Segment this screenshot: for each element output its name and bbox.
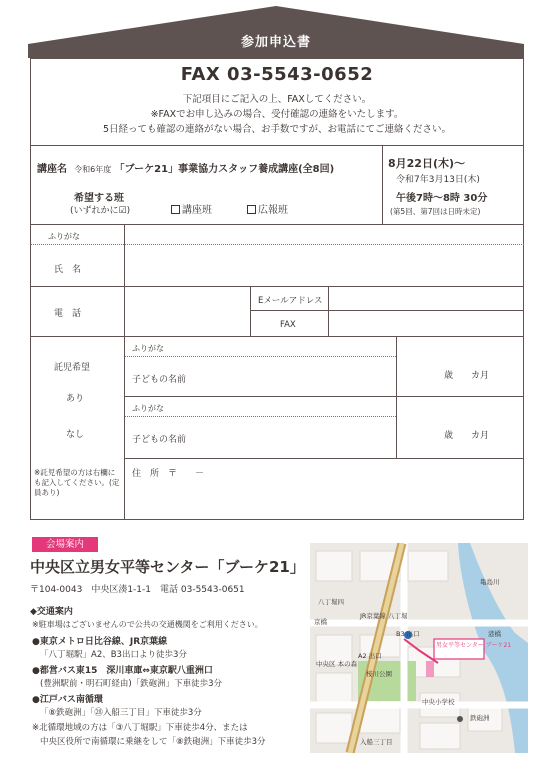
- map-moto-fire: 中央区 本の森: [316, 660, 358, 668]
- loop-title: ●江戸バス南循環: [32, 695, 103, 705]
- map-sakura: 桜川公園: [366, 670, 392, 678]
- childcare-label: 託児希望: [54, 363, 91, 373]
- fax-label: FAX: [280, 320, 296, 330]
- child2-age: 歳 カ月: [444, 431, 490, 441]
- name-field[interactable]: [126, 246, 522, 284]
- checkbox-icon[interactable]: [247, 205, 256, 214]
- preferred-label: 希望する班: [74, 193, 124, 204]
- map-teppozu: 鉄砲洲: [470, 714, 490, 722]
- course-year: 令和6年度: [74, 165, 112, 174]
- bus-detail: (豊洲駅前・明石町経由)「鉄砲洲」下車徒歩3分: [40, 679, 223, 689]
- child1-furigana: ふりがな: [132, 344, 164, 353]
- loop-detail: 「⑧鉄砲洲」「㉘入船三丁目」下車徒歩3分: [40, 708, 202, 718]
- north-note: ※北循環地域の方は「③八丁堀駅」下車徒歩4分、または: [32, 723, 248, 733]
- note-2: ※FAXでお申し込みの場合、受付確認の連絡をいたします。: [150, 109, 404, 120]
- furigana-label: ふりがな: [48, 232, 80, 241]
- venue-address: 〒104-0043 中央区湊1-1-1 電話 03-5543-0651: [30, 585, 245, 595]
- childcare-no[interactable]: なし: [66, 430, 85, 440]
- phone-label: 電 話: [54, 309, 82, 319]
- metro-title: ●東京メトロ日比谷線、JR京葉線: [32, 637, 168, 647]
- preferred-hint: (いずれかに☑): [70, 206, 131, 216]
- venue-name: 中央区立男女平等センター「ブーケ21」: [30, 558, 305, 576]
- phone-field[interactable]: [126, 288, 248, 334]
- map-kyobashi: 京橋: [314, 618, 327, 626]
- time: 午後7時〜8時 30分: [396, 193, 488, 204]
- map-center-label: 男女平等センター ブーケ21: [436, 642, 512, 649]
- name-label: 氏 名: [54, 265, 82, 275]
- note-1: 下記項目にご記入の上、FAXしてください。: [182, 94, 372, 105]
- map-b3: B3 出口: [396, 630, 420, 638]
- child1-age: 歳 カ月: [444, 371, 490, 381]
- venue-badge: 会場案内: [32, 537, 98, 552]
- metro-detail: 「八丁堀駅」A2、B3出口より徒歩3分: [40, 650, 187, 660]
- date-note: (第5回、第7回は日時未定): [390, 207, 481, 216]
- email-field[interactable]: [330, 288, 522, 308]
- map-school: 中央小学校: [422, 698, 455, 706]
- map-a2: A2 出口: [358, 652, 382, 660]
- course-name: 「ブーケ21」事業協力スタッフ養成講座(全8回): [114, 164, 335, 175]
- email-label: Eメールアドレス: [258, 296, 323, 306]
- access-map: [310, 543, 528, 753]
- map-minato: 港橋: [488, 630, 501, 638]
- form-title: 参加申込書: [240, 35, 311, 50]
- address-label: 住 所 〒 －: [132, 469, 205, 479]
- access-note: ※駐車場はございませんので公共の交通機関をご利用ください。: [32, 620, 263, 629]
- map-irifune: 入船三丁目: [360, 738, 393, 746]
- checkbox-icon[interactable]: [171, 205, 180, 214]
- option-pr[interactable]: 広報班: [247, 201, 288, 216]
- map-kamejima: 亀島川: [480, 578, 500, 586]
- bus-title: ●都営バス東15 深川車庫⇔東京駅八重洲口: [32, 666, 213, 676]
- course-label: 講座名: [37, 164, 67, 175]
- date-end: 令和7年3月13日(木): [396, 175, 480, 185]
- map-hacchobori-4: 八丁堀四: [318, 598, 344, 606]
- child2-furigana: ふりがな: [132, 404, 164, 413]
- fax-number: FAX 03-5543-0652: [180, 64, 374, 85]
- option-lecture[interactable]: 講座班: [171, 201, 212, 216]
- map-keiyo: JR京葉線 八丁堀: [360, 612, 408, 620]
- fax-field[interactable]: [330, 312, 522, 334]
- note-3: 5日経っても確認の連絡がない場合、お手数ですが、お電話にてご連絡ください。: [102, 124, 452, 135]
- date-start: 8月22日(木)～: [388, 157, 466, 170]
- access-title: ◆交通案内: [30, 607, 73, 617]
- child1-name-label: 子どもの名前: [132, 375, 187, 385]
- childcare-note: ※託児希望の方は右欄にも記入してください。(定員あり): [34, 468, 120, 497]
- childcare-yes[interactable]: あり: [66, 394, 85, 404]
- child2-name-label: 子どもの名前: [132, 435, 187, 445]
- north-note-2: 中央区役所で南循環に乗継をして「⑧鉄砲洲」下車徒歩3分: [40, 737, 266, 747]
